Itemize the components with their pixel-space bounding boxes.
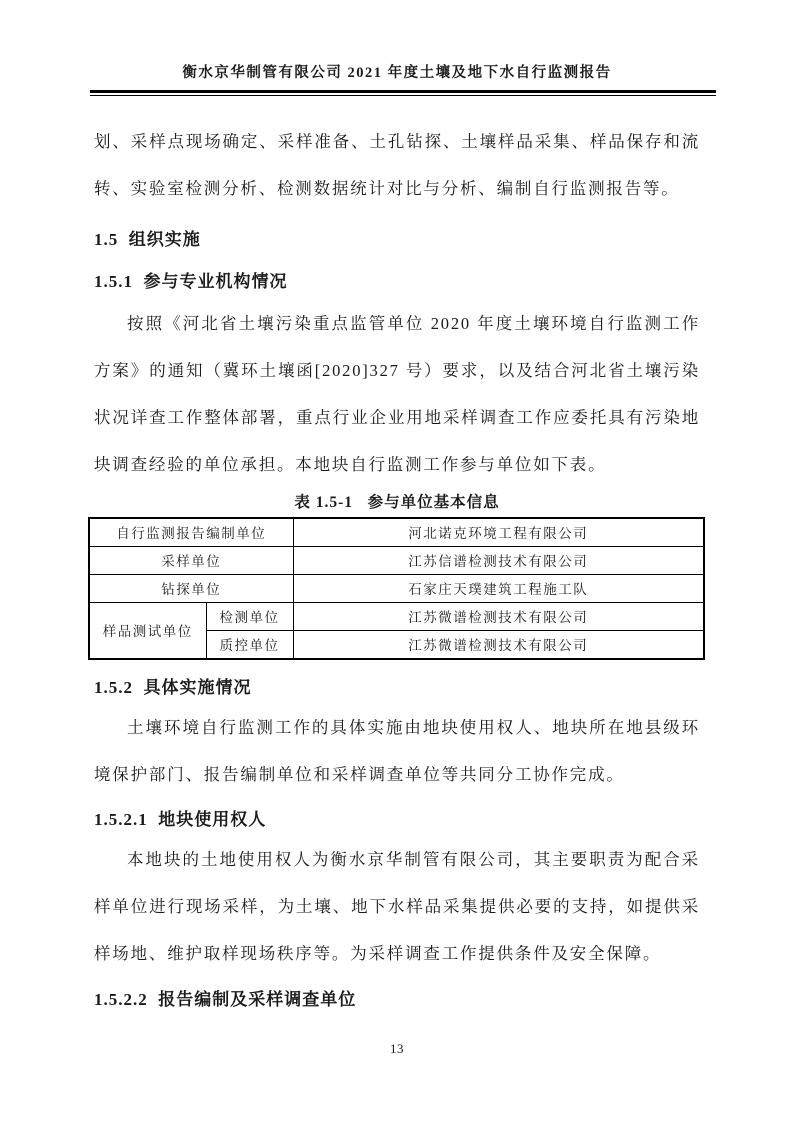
heading-1-5-2-implementation: 1.5.2 具体实施情况 bbox=[94, 677, 252, 697]
heading-1-5-2-2-report-sampling-unit: 1.5.2.2 报告编制及采样调查单位 bbox=[94, 989, 357, 1009]
table-row-report-unit bbox=[89, 518, 704, 547]
table-row-testing-unit bbox=[89, 602, 704, 630]
heading-1-5-1-participating-agencies: 1.5.1 参与专业机构情况 bbox=[94, 271, 288, 291]
table-cell-label: 质控单位 bbox=[206, 630, 293, 659]
table-cell-value: 石家庄天璞建筑工程施工队 bbox=[293, 574, 704, 602]
page-number: 13 bbox=[390, 1041, 404, 1056]
table-cell-value: 河北诺克环境工程有限公司 bbox=[293, 518, 704, 547]
heading-1-5-organization: 1.5 组织实施 bbox=[94, 229, 201, 249]
participants-table bbox=[88, 517, 705, 660]
header-rule bbox=[90, 90, 716, 96]
page-header bbox=[94, 62, 700, 96]
paragraph-intro-continuation: 划、采样点现场确定、采样准备、土孔钻探、土壤样品采集、样品保存和流转、实验室检测分析、检测数据统计对比与分析、编制自行监测报告等。 bbox=[94, 131, 700, 198]
header-title: 衡水京华制管有限公司 2021 年度土壤及地下水自行监测报告 bbox=[182, 65, 612, 81]
table-cell-label: 钻探单位 bbox=[89, 574, 293, 602]
heading-1-5-2-1-land-user: 1.5.2.1 地块使用权人 bbox=[94, 809, 267, 829]
header-rule-thin bbox=[90, 95, 716, 96]
table-cell-label: 自行监测报告编制单位 bbox=[89, 518, 293, 547]
table-cell-label: 采样单位 bbox=[89, 546, 293, 574]
paragraph-1-5-2-1: 本地块的土地使用权人为衡水京华制管有限公司，其主要职责为配合采样单位进行现场采样，为土壤、地下水样品采集提供必要的支持，如提供采样场地、维护取样现场秩序等。为采样调查工作提供条件及安全保障。 bbox=[94, 849, 700, 963]
table-cell-value: 江苏信谱检测技术有限公司 bbox=[293, 546, 704, 574]
table-cell-label: 检测单位 bbox=[206, 602, 293, 630]
paragraph-1-5-2: 土壤环境自行监测工作的具体实施由地块使用权人、地块所在地县级环境保护部门、报告编制单位和采样调查单位等共同分工协作完成。 bbox=[94, 717, 700, 784]
table-row-sampling-unit bbox=[89, 546, 704, 574]
paragraph-1-5-1: 按照《河北省土壤污染重点监管单位 2020 年度土壤环境自行监测工作方案》的通知（冀环土壤函[2020]327 号）要求，以及结合河北省土壤污染状况详查工作整体部署，重点行业企业用地采样调查工作应委托具有污染地块调查经验的单位承担。本地块自行监测工作参与单位如下表。 bbox=[94, 313, 700, 474]
table-row-drilling-unit bbox=[89, 574, 704, 602]
table-caption: 表 1.5-1 参与单位基本信息 bbox=[294, 493, 500, 511]
table-cell-value: 江苏微谱检测技术有限公司 bbox=[293, 630, 704, 659]
header-rule-thick bbox=[90, 90, 716, 93]
table-cell-value: 江苏微谱检测技术有限公司 bbox=[293, 602, 704, 630]
table-cell-group: 样品测试单位 bbox=[89, 602, 206, 659]
